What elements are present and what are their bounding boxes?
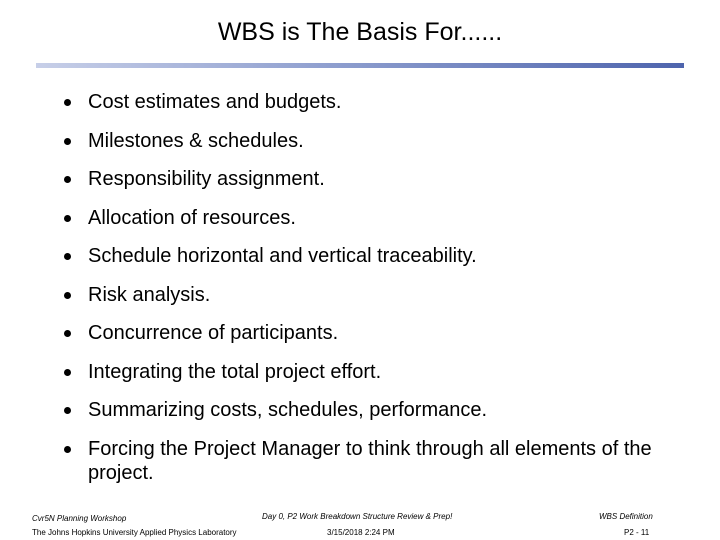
footer-workshop: Cvr5N Planning Workshop bbox=[32, 514, 127, 523]
bullet-icon bbox=[64, 138, 71, 145]
bullet-text: Concurrence of participants. bbox=[88, 322, 339, 344]
list-item bbox=[60, 244, 680, 283]
bullet-icon bbox=[64, 369, 71, 376]
bullet-text: Integrating the total project effort. bbox=[88, 360, 382, 383]
bullet-list bbox=[60, 90, 680, 485]
bullet-icon bbox=[64, 330, 71, 337]
footer-lab: The Johns Hopkins University Applied Physics Laboratory bbox=[32, 528, 237, 537]
list-item bbox=[60, 90, 680, 129]
list-item bbox=[60, 129, 680, 168]
title-divider bbox=[36, 63, 684, 68]
list-item bbox=[60, 167, 680, 206]
bullet-text: Summarizing costs, schedules, performance. bbox=[88, 399, 488, 421]
bullet-text: Allocation of resources. bbox=[88, 206, 296, 229]
slide-footer bbox=[0, 510, 720, 540]
bullet-text: Responsibility assignment. bbox=[88, 168, 325, 190]
bullet-text: Forcing the Project Manager to think through all elements of the project. bbox=[88, 437, 652, 484]
bullet-icon bbox=[64, 407, 71, 414]
bullet-icon bbox=[64, 253, 71, 260]
list-item bbox=[60, 437, 680, 485]
footer-day-title: Day 0, P2 Work Breakdown Structure Review & Prep! bbox=[262, 512, 453, 521]
bullet-icon bbox=[64, 215, 71, 222]
bullet-text: Schedule horizontal and vertical traceability. bbox=[88, 245, 477, 267]
footer-page-number: P2 - 11 bbox=[624, 528, 650, 537]
bullet-icon bbox=[64, 99, 71, 106]
footer-timestamp: 3/15/2018 2:24 PM bbox=[327, 528, 395, 537]
bullet-text: Milestones & schedules. bbox=[88, 129, 304, 152]
list-item bbox=[60, 321, 680, 360]
slide-title: WBS is The Basis For...... bbox=[217, 18, 503, 46]
list-item bbox=[60, 206, 680, 245]
list-item bbox=[60, 283, 680, 322]
bullet-icon bbox=[64, 292, 71, 299]
bullet-icon bbox=[64, 176, 71, 183]
footer-section: WBS Definition bbox=[599, 512, 653, 521]
list-item bbox=[60, 360, 680, 399]
bullet-text: Risk analysis. bbox=[88, 283, 211, 306]
bullet-icon bbox=[64, 446, 71, 453]
bullet-text: Cost estimates and budgets. bbox=[88, 91, 342, 113]
list-item bbox=[60, 398, 680, 437]
